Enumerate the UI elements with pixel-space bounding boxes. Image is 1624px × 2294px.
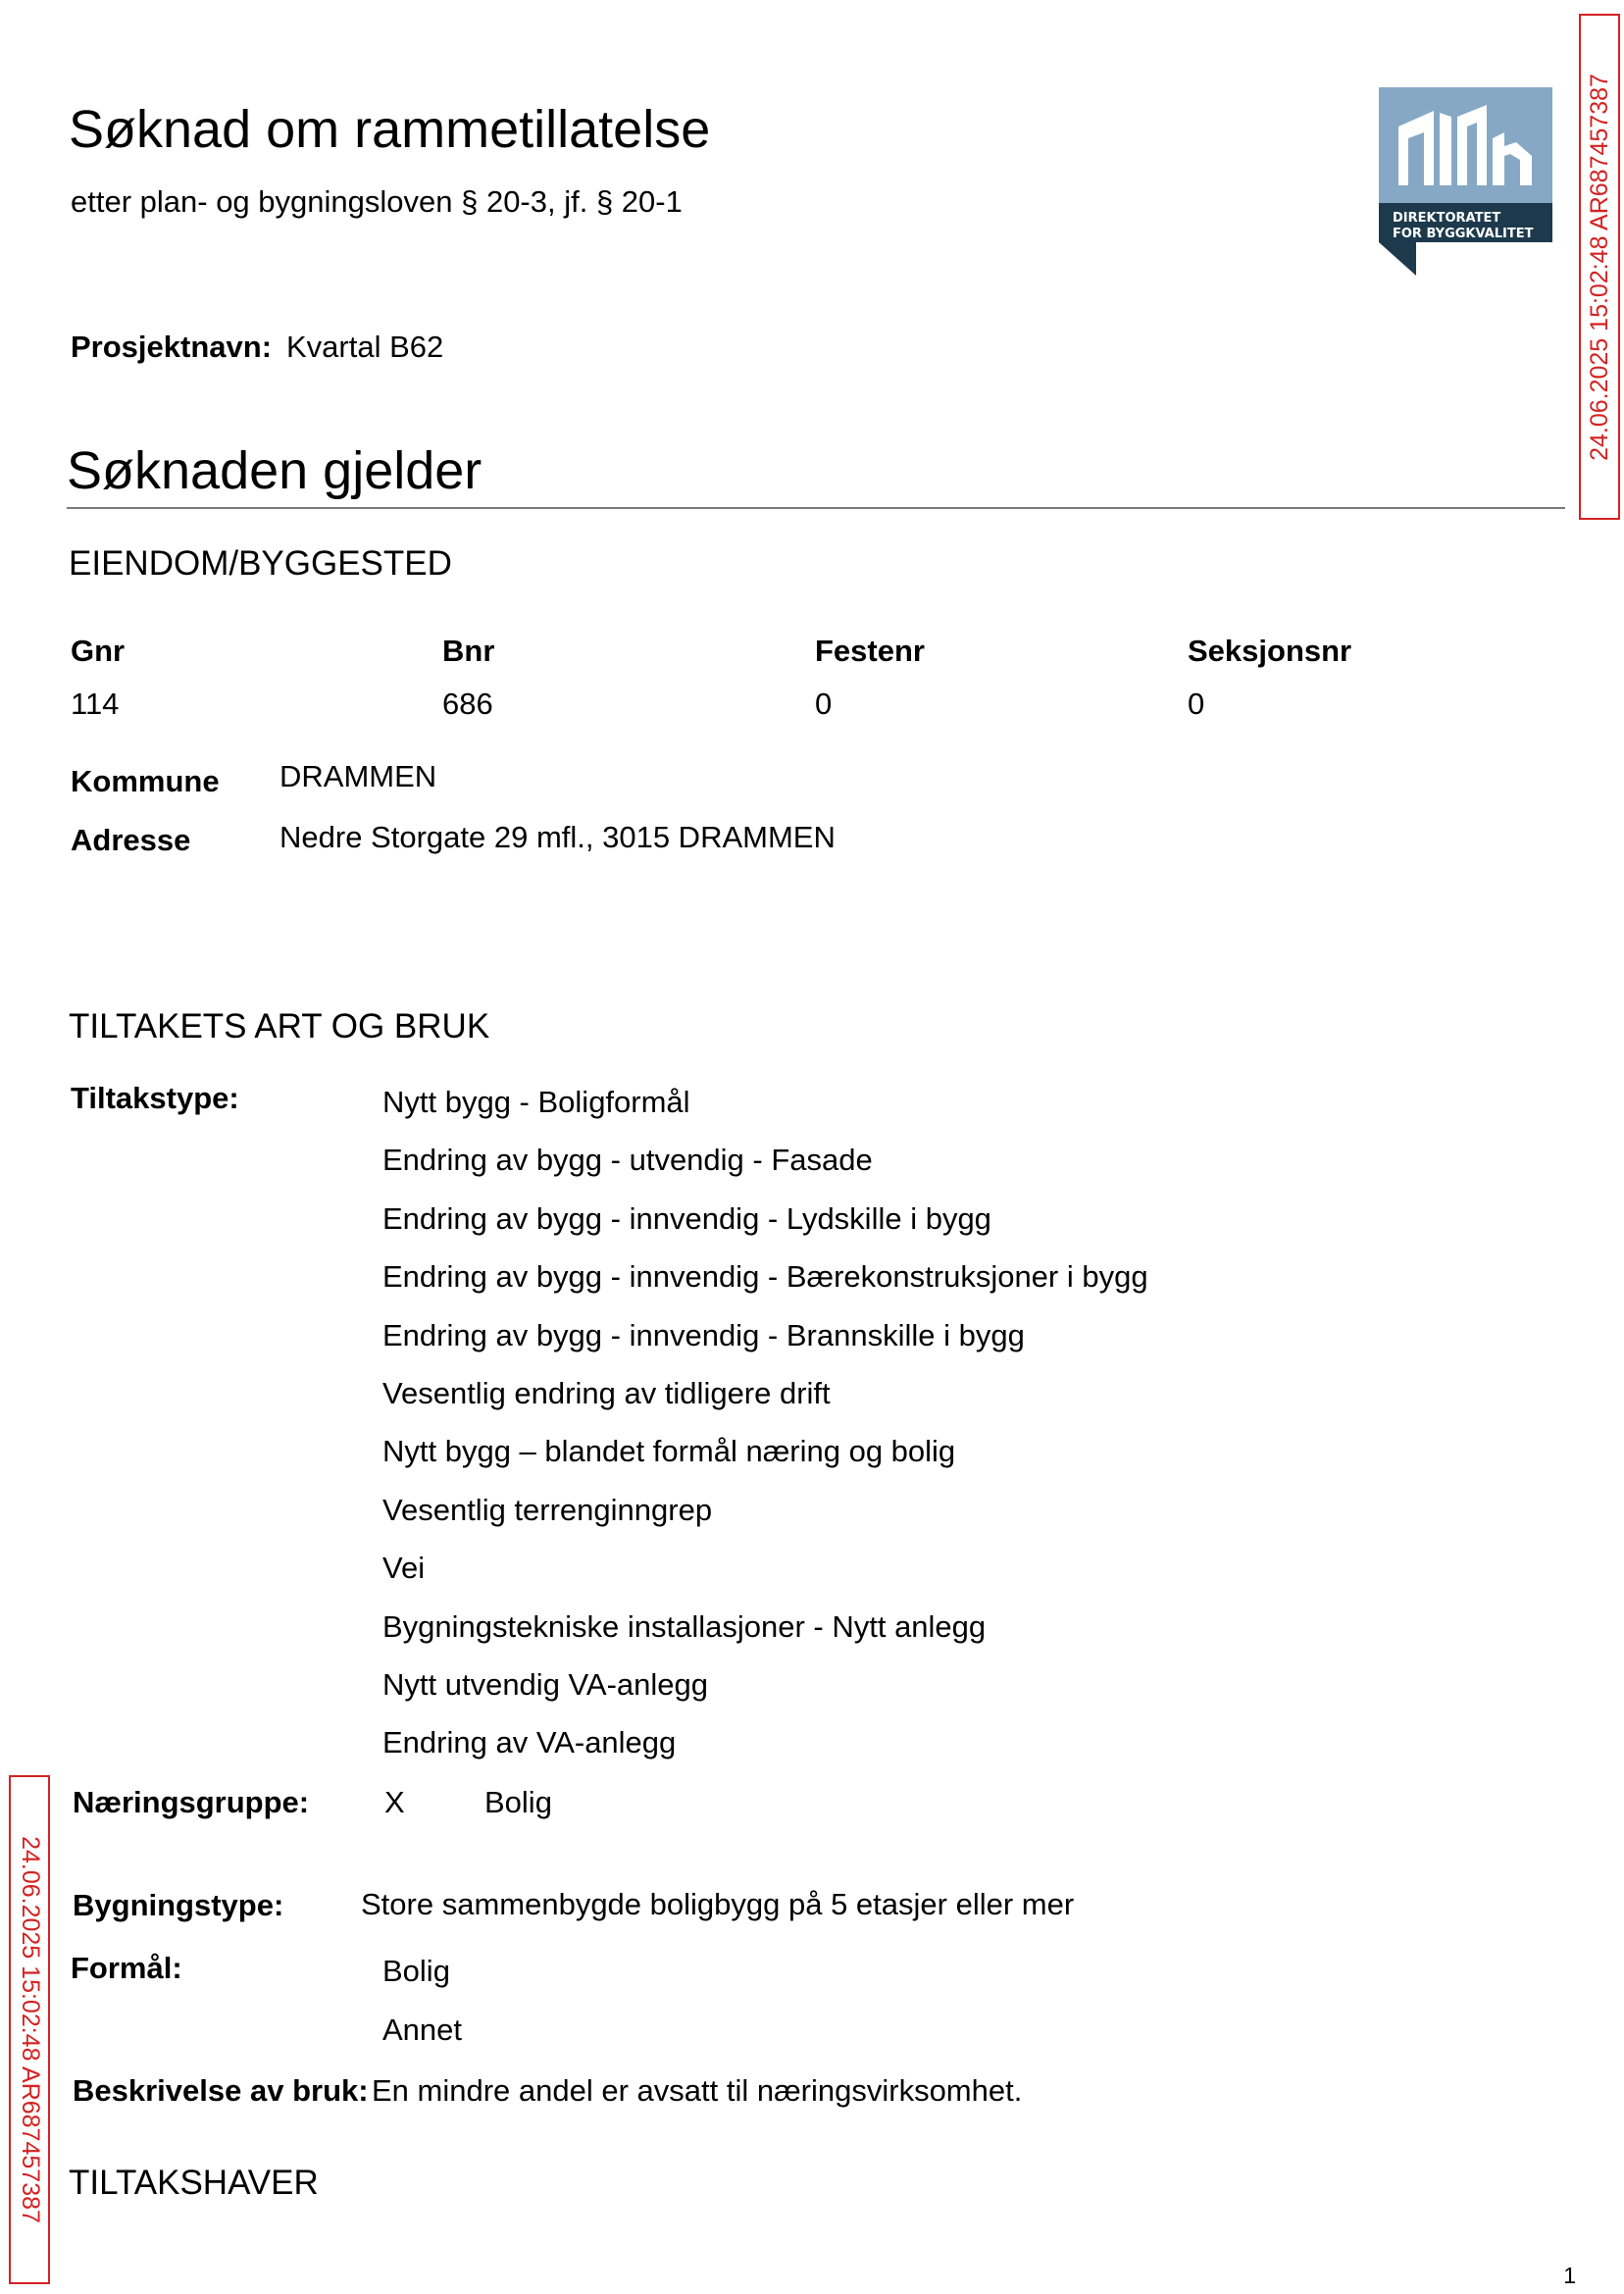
list-item: Bygningstekniske installasjoner - Nytt anlegg (382, 1608, 987, 1644)
bnr-value: 686 (442, 687, 493, 721)
bygningstype-value: Store sammenbygde boligbygg på 5 etasjer eller mer (361, 1887, 1075, 1921)
festenr-label: Festenr (815, 634, 925, 668)
gnr-value: 114 (71, 687, 120, 721)
logo-text-line1: DIREKTORATET (1393, 211, 1501, 226)
kommune-label: Kommune (71, 764, 220, 798)
tiltak-heading: TILTAKETS ART OG BRUK (69, 1007, 490, 1045)
list-item: Vei (382, 1551, 426, 1586)
seksjonsnr-value: 0 (1188, 687, 1205, 721)
dibk-logo-graphic (1379, 87, 1552, 276)
list-item: Endring av bygg - utvendig - Fasade (382, 1143, 873, 1178)
beskrivelse-label: Beskrivelse av bruk: (73, 2073, 369, 2108)
kommune-value: DRAMMEN (279, 759, 437, 793)
tiltakshaver-heading: TILTAKSHAVER (69, 2164, 319, 2202)
list-item: Nytt utvendig VA-anlegg (382, 1666, 709, 1702)
project-name-value: Kvartal B62 (286, 330, 444, 364)
formal-value-1: Bolig (382, 1954, 450, 1988)
list-item: Nytt bygg – blandet formål næring og bolig (382, 1434, 956, 1469)
seksjonsnr-label: Seksjonsnr (1188, 634, 1352, 668)
stamp-text-top: 24.06.2025 15:02:48 AR687457387 (1585, 73, 1613, 461)
project-name-label: Prosjektnavn: (71, 330, 273, 364)
property-heading: EIENDOM/BYGGESTED (69, 544, 452, 583)
list-item: Endring av bygg - innvendig - Brannskille i bygg (382, 1317, 1025, 1352)
list-item: Nytt bygg - Boligformål (382, 1085, 690, 1119)
document-subtitle: etter plan- og bygningsloven § 20-3, jf. § 20-1 (71, 184, 683, 219)
logo-text-line2: FOR BYGGKVALITET (1393, 227, 1534, 241)
list-item: Endring av VA-anlegg (382, 1725, 677, 1760)
timestamp-stamp-left (9, 1775, 50, 2284)
section-title: Søknaden gjelder (67, 441, 482, 500)
bnr-label: Bnr (442, 634, 495, 668)
festenr-value: 0 (815, 687, 833, 721)
formal-label: Formål: (71, 1951, 182, 1985)
stamp-text-left: 24.06.2025 15:02:48 AR687457387 (16, 1836, 44, 2223)
list-item: Vesentlig endring av tidligere drift (382, 1375, 831, 1410)
bygningstype-label: Bygningstype: (73, 1888, 284, 1922)
list-item: Endring av bygg - innvendig - Lydskille i bygg (382, 1200, 991, 1236)
naeringsgruppe-value: Bolig (484, 1785, 552, 1819)
naeringsgruppe-label: Næringsgruppe: (73, 1785, 310, 1819)
page-number: 1 (1563, 2263, 1576, 2288)
gnr-label: Gnr (71, 634, 126, 668)
naeringsgruppe-code: X (384, 1785, 405, 1819)
document-title: Søknad om rammetillatelse (69, 100, 711, 159)
list-item: Vesentlig terrenginngrep (382, 1492, 713, 1527)
formal-value-2: Annet (382, 2013, 463, 2047)
beskrivelse-value: En mindre andel er avsatt til næringsvirksomhet. (372, 2073, 1023, 2108)
tiltakstype-list (382, 1083, 1148, 1782)
dibk-logo (1379, 87, 1552, 276)
adresse-value: Nedre Storgate 29 mfl., 3015 DRAMMEN (279, 820, 836, 854)
adresse-label: Adresse (71, 823, 191, 857)
timestamp-stamp-top (1579, 14, 1620, 520)
section-divider (67, 507, 1565, 509)
list-item: Endring av bygg - innvendig - Bærekonstruksjoner i bygg (382, 1259, 1148, 1295)
tiltakstype-label: Tiltakstype: (71, 1081, 239, 1115)
